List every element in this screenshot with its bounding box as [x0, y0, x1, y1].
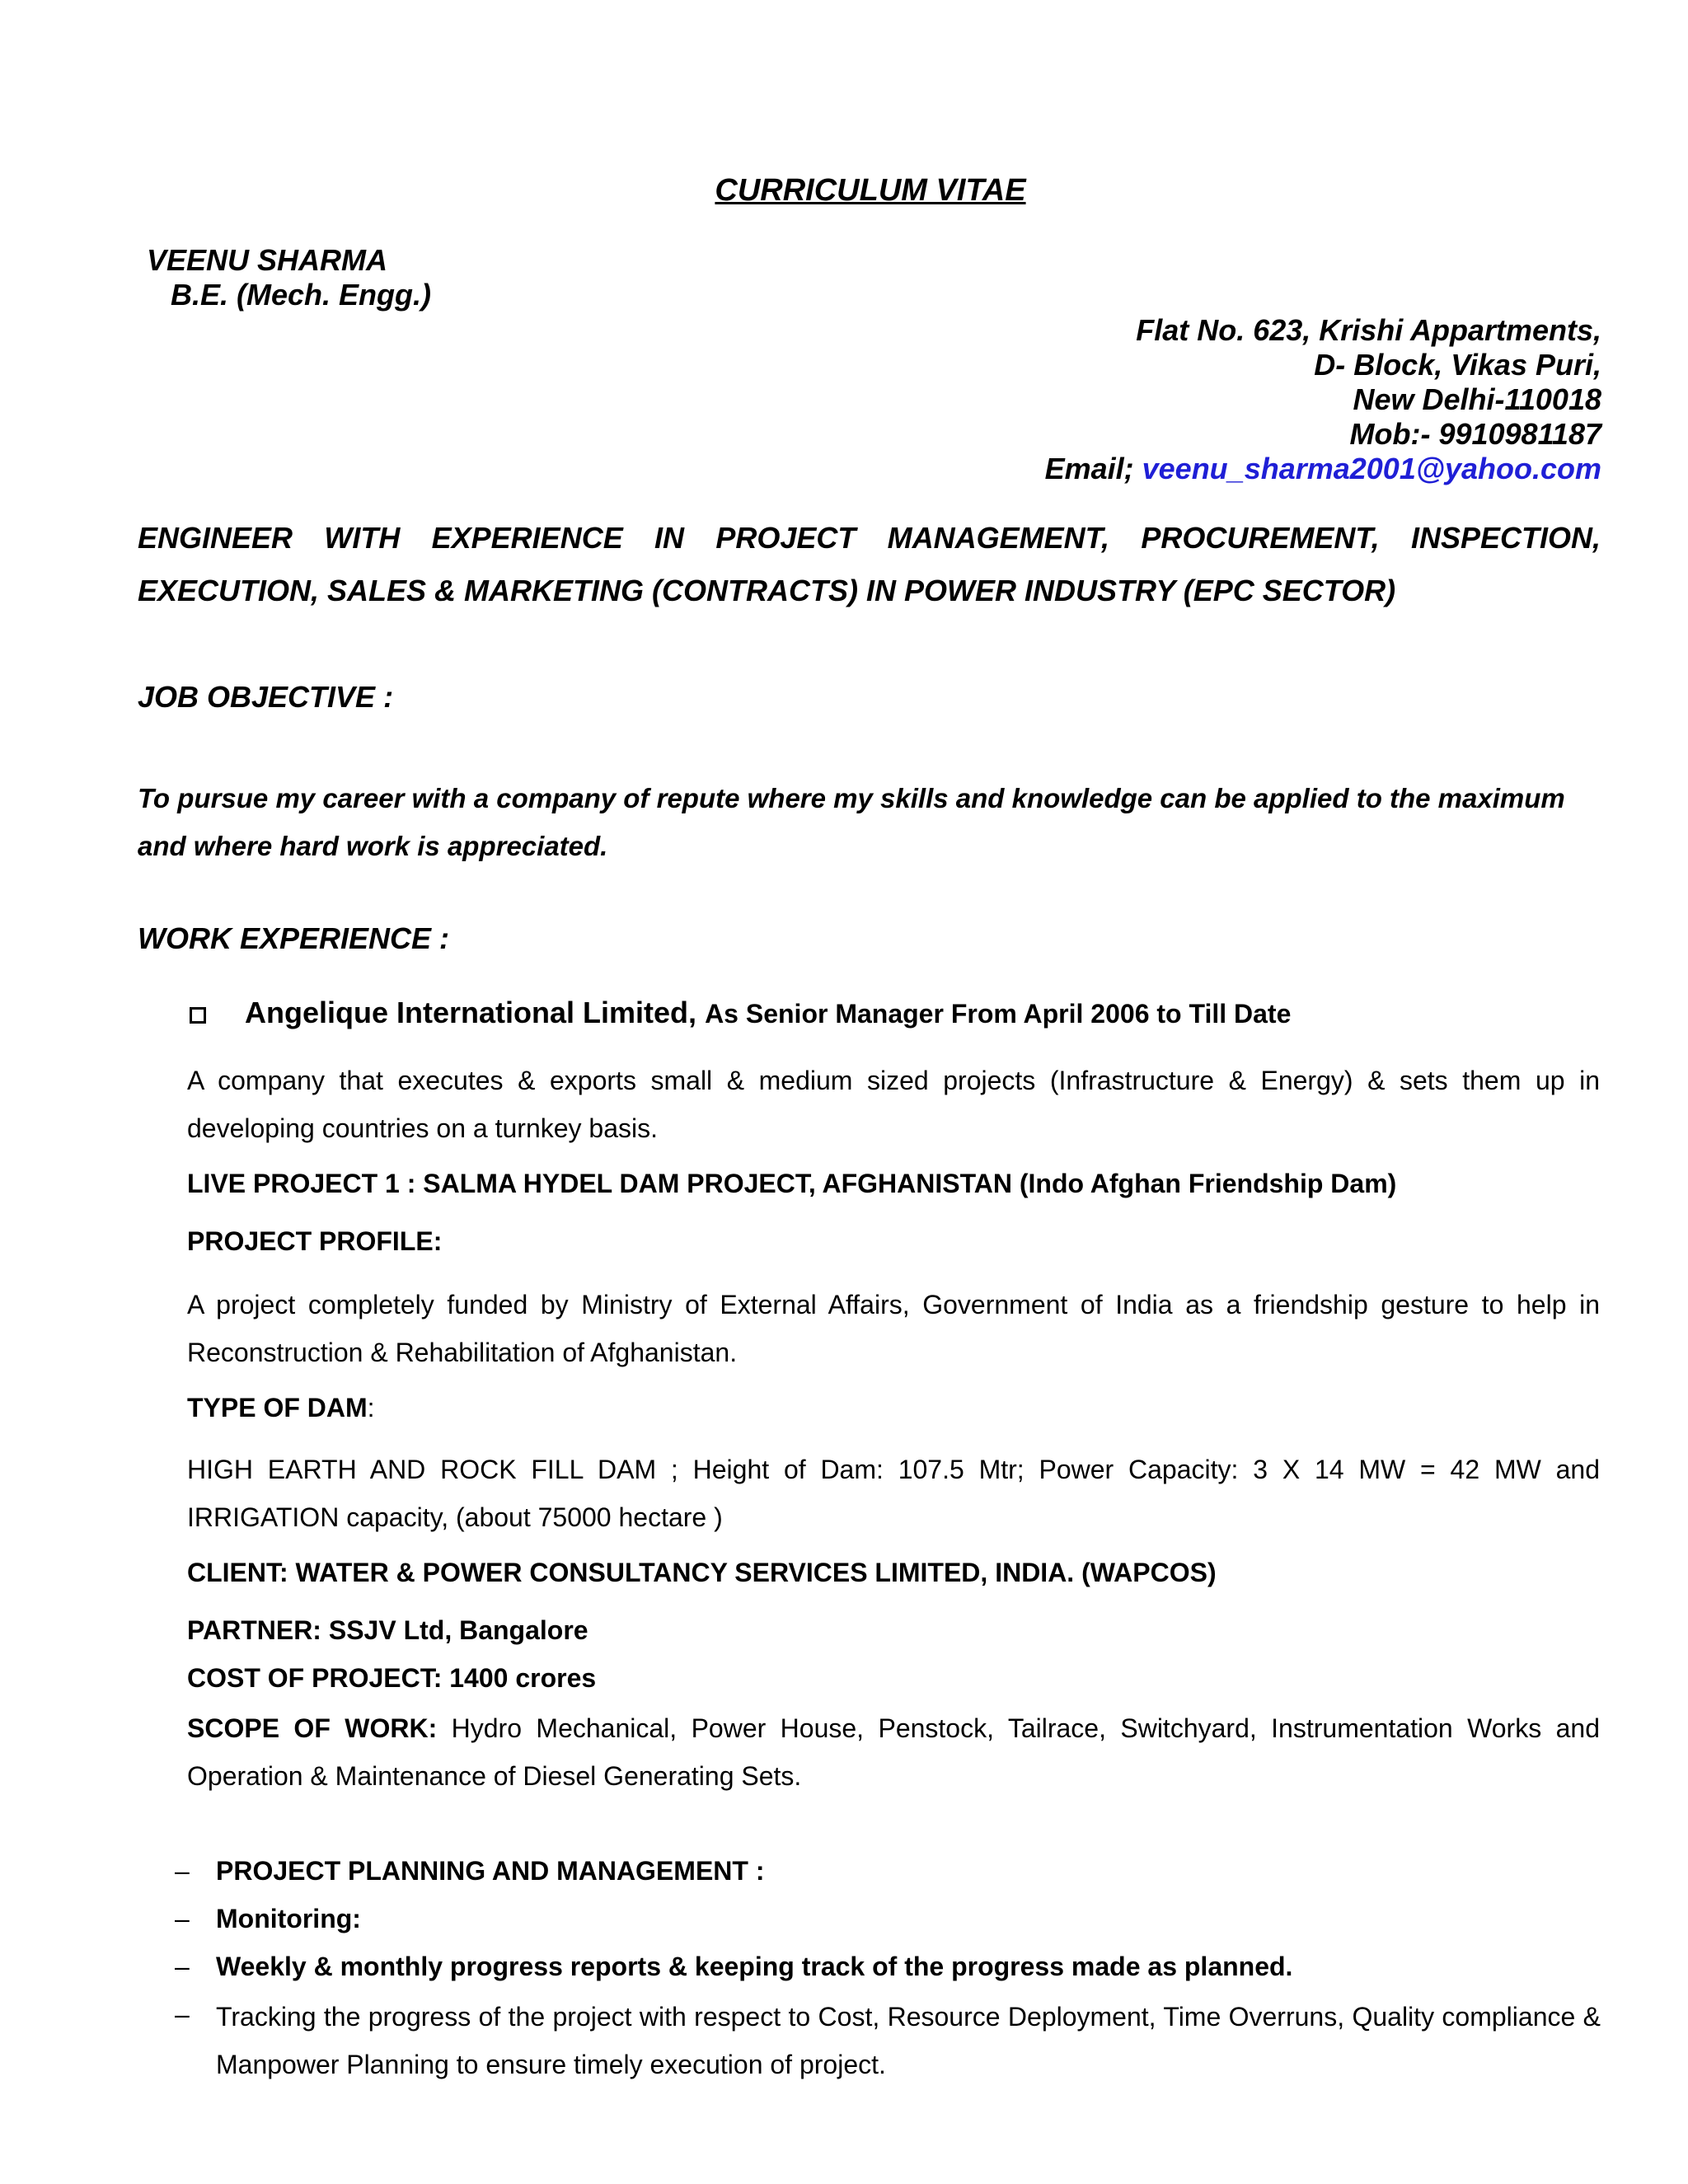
- dam-type-label: TYPE OF DAM: [187, 1393, 368, 1422]
- planning-item-1: PROJECT PLANNING AND MANAGEMENT :: [216, 1856, 765, 1886]
- client-line: CLIENT: WATER & POWER CONSULTANCY SERVICES LIMITED, INDIA. (WAPCOS): [187, 1558, 1217, 1587]
- company-role: As Senior Manager From April 2006 to Till Date: [705, 999, 1292, 1029]
- document-title: CURRICULUM VITAE: [715, 173, 1026, 208]
- cost-line: COST OF PROJECT: 1400 crores: [187, 1663, 597, 1693]
- company-description: A company that executes & exports small & medium sized projects (Infrastructure & Energy) & sets them up in developing countries on a turnkey basis.: [187, 1066, 1600, 1143]
- planning-item-2: Monitoring:: [216, 1904, 361, 1933]
- company-line: [245, 996, 1291, 1030]
- project-profile-text: A project completely funded by Ministry of External Affairs, Government of India as a friendship gesture to help in Reconstruction & Rehabilitation of Afghanistan.: [187, 1290, 1600, 1367]
- dam-type-colon: :: [367, 1393, 375, 1422]
- summary-line-2: EXECUTION, SALES & MARKETING (CONTRACTS) IN POWER INDUSTRY (EPC SECTOR): [138, 574, 1396, 607]
- planning-item-4: Tracking the progress of the project with respect to Cost, Resource Deployment, Time Overruns, Quality compliance & Manpower Planning to ensure timely execution of project.: [216, 2002, 1601, 2079]
- summary-line-1: ENGINEER WITH EXPERIENCE IN PROJECT MANAGEMENT, PROCUREMENT, INSPECTION,: [138, 521, 1601, 555]
- dash-bullet: –: [175, 1904, 190, 1933]
- job-objective-text: To pursue my career with a company of repute where my skills and knowledge can be applied to the maximum and where hard work is appreciated.: [138, 783, 1565, 861]
- planning-item-3: Weekly & monthly progress reports & keeping track of the progress made as planned.: [216, 1952, 1293, 1981]
- partner-line: PARTNER: SSJV Ltd, Bangalore: [187, 1615, 588, 1645]
- scope-label: SCOPE OF WORK:: [187, 1713, 438, 1743]
- scope-of-work: [187, 1704, 1600, 1800]
- mobile-number: Mob:- 9910981187: [1349, 417, 1601, 451]
- candidate-name: VEENU SHARMA: [147, 243, 388, 277]
- email-line: [1045, 452, 1601, 486]
- company-name: Angelique International Limited,: [245, 996, 697, 1029]
- work-experience-heading: WORK EXPERIENCE :: [138, 921, 450, 955]
- candidate-degree: B.E. (Mech. Engg.): [171, 278, 432, 312]
- dash-bullet: –: [175, 1856, 190, 1886]
- project-profile-heading: PROJECT PROFILE:: [187, 1226, 443, 1256]
- dash-bullet: –: [175, 1952, 190, 1981]
- dam-type-text: HIGH EARTH AND ROCK FILL DAM ; Height of Dam: 107.5 Mtr; Power Capacity: 3 X 14 MW = 42 MW and IRRIGATION capacity, (about 75000 hectare ): [187, 1455, 1600, 1532]
- checkbox-bullet-icon: [190, 1007, 206, 1024]
- email-label: Email;: [1044, 452, 1142, 485]
- dash-bullet: –: [175, 1999, 190, 2029]
- address-line-2: D- Block, Vikas Puri,: [1314, 348, 1601, 382]
- dam-type-line: [187, 1393, 375, 1423]
- email-link[interactable]: veenu_sharma2001@yahoo.com: [1142, 452, 1601, 485]
- job-objective-heading: JOB OBJECTIVE :: [138, 680, 394, 714]
- scope-text: Hydro Mechanical, Power House, Penstock, Tailrace, Switchyard, Instrumentation Works and Operation & Maintenance of Diesel Generating Sets.: [187, 1713, 1601, 1791]
- address-line-1: Flat No. 623, Krishi Appartments,: [1136, 313, 1601, 347]
- address-line-3: New Delhi-110018: [1353, 382, 1601, 416]
- live-project-title: LIVE PROJECT 1 : SALMA HYDEL DAM PROJECT, AFGHANISTAN (Indo Afghan Friendship Dam): [187, 1169, 1397, 1198]
